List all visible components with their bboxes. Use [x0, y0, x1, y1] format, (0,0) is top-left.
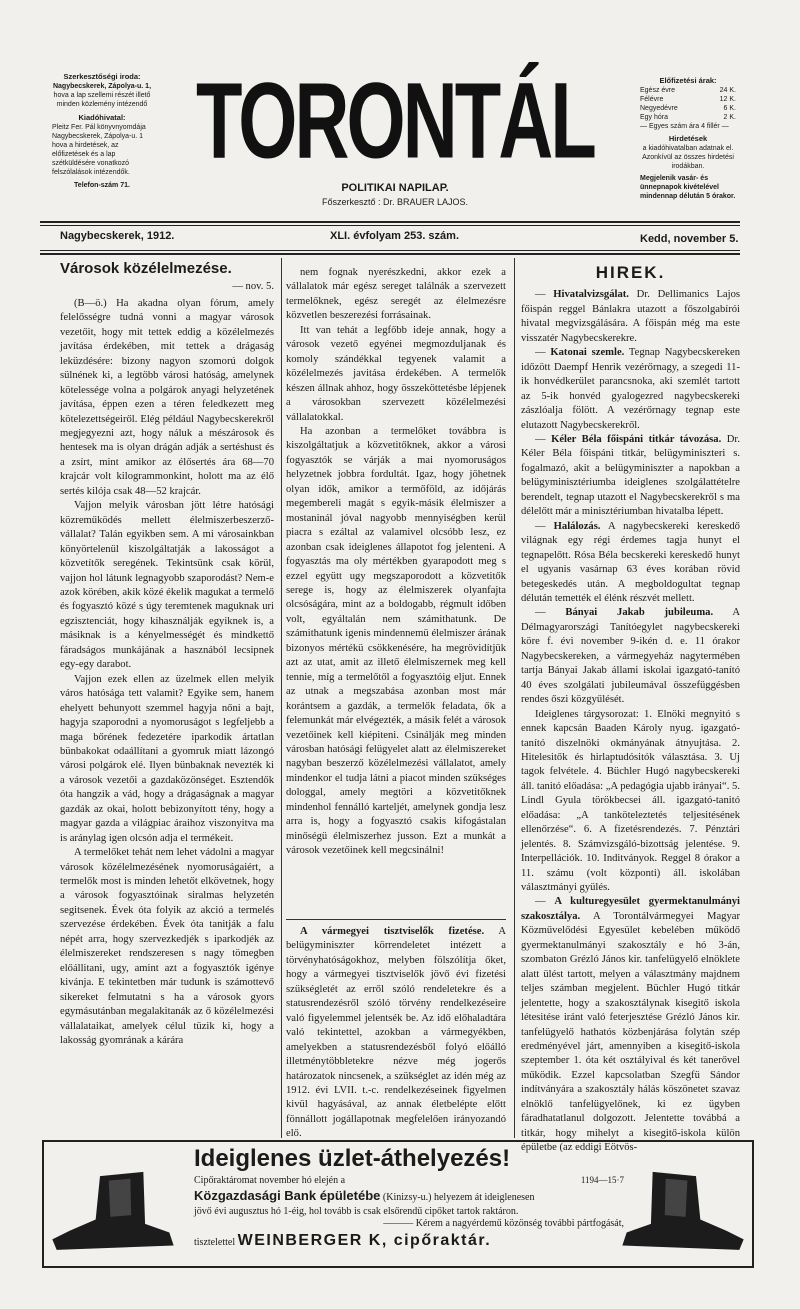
dateline-place: Nagybecskerek, 1912.: [60, 230, 175, 242]
paragraph: (B—ö.) Ha akadna olyan fórum, amely felelősségre tudná vonni a magyar városok vezetőit, hogy mit tettek eddig a közélelmezés javítása érdekében, mit tettek a drágaság leküzdésére: bizony nagyon szomorú dolgok sülnének ki, a legtöbb városi hatóság, amelynek kötelessége volna a polgárok anyagi helyzetének javítása, éppen ezen a téren feledkezett meg kötelezettségeiről. Elég például Nagybecskerekről megjegyezni azt, hogy náluk a mészárosok és hentesek ma is olyan drágán adják a sertéshust és a zsírt, mint amikor az élősertés ára 68—70 krajcár volt kilogrammonkint, holott ma az élő sertés kilója csak 48—52 krajcár.: [60, 297, 274, 497]
ad-text-block: [194, 1144, 624, 1254]
article-title: A vármegyei tisztviselők fizetése.: [300, 926, 485, 937]
dateline-issue: XLI. évfolyam 253. szám.: [330, 230, 460, 242]
price-value: 12 K.: [719, 96, 736, 103]
newspaper-subtitle: POLITIKAI NAPILAP.: [341, 182, 449, 194]
ad-line4: ——— Kérem a nagyérdemű közönség további pártfogását,: [383, 1218, 624, 1229]
divider: [40, 253, 740, 255]
news-item: — A kulturegyesület gyermektanulmányi szakosztálya. A Torontálvármegyei Magyar Közművelődési Egyesület kebelében működő gyermektanulmányi szakosztály e hó 3-án, szombaton Grézló János kir. tanfelügyelő elnöklete alatt ülést tartott, melyen a választmány majdnem teljes számban megjelent. Büchler Hugó titkár jelentette, hogy a szakosztálynak kisegitő iskola létesitése iránt való feterjesztése Grézló János kir. tanfelügyelő hathatós közbenjárása folytán szép eredményével járt, amennyiben a kisegitő-iskola szeptember 1. óta két osztályival és két tanerővel működik. Ezzel kapcsolatban Szegfü Sándor indítványára a szakosztály hálás köszönetet szavaz elnöklő tanfelügyelőnek, ki ez ügyben fáradhatatlanul dolgozott. Jelentette továbbá a titkár, hogy mihelyt a kisegitő-iskola külön épületbe (az eddigi Eötvös-: [521, 896, 740, 1154]
ad-code: 1194—15·7: [580, 1175, 624, 1185]
divider: [40, 221, 740, 223]
boot-icon: [48, 1168, 178, 1258]
news-item-text: Tegnap Nagybecskereken időzött Daempf Henrik vezérőrnagy, a szegedi 11-ik honvédkerület parancsnoka, aki szemlét tartott az 5-ik honvéd gyalogezred nagybecskereki zászlóalja fölött. A vezérőrnagy tegnap este elutazott Nagybecskerekről.: [521, 347, 740, 431]
price-list: [640, 86, 736, 122]
ad-headline: Ideiglenes üzlet-áthelyezés!: [194, 1145, 511, 1172]
ad-signature: WEINBERGER K, cipőraktár.: [237, 1232, 492, 1249]
news-item-title: Kéler Béla főispáni titkár távozása.: [551, 433, 722, 445]
newspaper-title: TORONTÁL: [196, 60, 594, 181]
news-item-text: Dr. Dellimanics Lajos főispán reggel Bánlakra utazott a főszolgabírói hivatal megvizsgálására. A főispán még ma este visszatér Nagybecskerekre.: [521, 289, 740, 344]
article-text: A belügyminiszter körrendeletet intézett a törvényhatóságokhoz, melyben fölszólítja őket, hogy a vármegyei tisztviselők jövő évi fizetési szükségletét az erről szóló rendeletekre és a statusrendezésről szóló törvény rendelkezéseire való figyelemmel jelentsék be. Az idő előhaladtára való tekintettel, azokban a vármegyékben, amelyekben a statusrendezésből folyó előálló illetménytöbbletekre nézve még jogerős határozatok nincsenek, a szükséglet az idén még az 1912. évi LVII. t.-c. rendelkezéseinek figyelmen kivül hagyásával, az annak életbelépte előtt fönnállott jogállapotnak megfelelően irányozandó elő.: [286, 926, 506, 1140]
news-item-title: Hivatalvizsgálat.: [553, 289, 629, 301]
news-item: — Halálozás. A nagybecskereki kereskedő világnak egy régi érdemes tagja hunyt el tegnapelőtt. Rósa Béla becskereki kereskedő hunyt el ugyanis vasárnap 63 éves korában rövid betegeskedés után. A megboldogultat tegnap délután temették el élénk részvét mellett.: [521, 520, 740, 604]
news-item-title: Katonai szemle.: [550, 347, 625, 359]
ad-line1: Cipőraktáromat november hó elején a: [194, 1175, 346, 1186]
news-item-title: Bányai Jakab jubileuma.: [565, 607, 714, 619]
price-row: [640, 113, 736, 122]
news-item: — Bányai Jakab jubileuma. A Délmagyarországi Tanítóegylet nagybecskereki köre f. évi november 9-ikén d. e. 11 órakor Nagybecskereken, a vármegyeház nagytermében tartja Bányai Jakab állami iskolai igazgató-tanító 40 éves szolgálati jubileumával összefüggésben rendes őszi közgyűlését.: [521, 607, 740, 706]
news-item-text: Dr. Kéler Béla főispáni titkár, belügyminiszteri s. fogalmazó, akit a belügyminiszter a napokban a belügyminisztériumba ideiglenes szolgálattételre berendelt, tegnap utazott el Nagybecskerekről s ma délelőtt már a minisztériumban hivatalba lépett.: [521, 433, 740, 518]
paragraph: A termelőket tehát nem lehet vádolni a magyar városok közélelmezésének nyomoruságaiért, a termelők most is minden lehetőt elkövetnek, hogy a városok fogyasztóinak siralmas helyzetén segitsenek. Évek óta folyik az akció a termelés szervezése érdekében. Évek óta tanitják a falu népét arra, hogy szervezkedjék s iparkodjék az élelmiszereket rendszeresen s nagy tömegben előállitani, ugy, amint azt a fogyasztók igénye kivánja. E tekintetben már tudunk is számottevő sikereket felmutatni s ha a városok gyors egymásutánban megalakitanák az ő közélelmezési vállalataikat, amelyek célul tüzik ki, hogy a lakosság gyomrának a kárára: [60, 847, 274, 1047]
article-county-salaries: [286, 925, 506, 1140]
price-period: Egy hóra: [640, 114, 669, 121]
paragraph: Ha azonban a termelőket továbbra is kiszolgáltatjuk a közvetitőknek, akkor a városi fogyasztók se várják a mai nyomoruságos helyzetnek jobbra fordultát. Igaz, hogy jöhetnek olyan idők, amikor a termőföld, az időjárás megembereli magát s egyik-másik élelmiszer a mostaninál jóval nagyobb mennyiségben kerül piacra s ezáltal az valamivel olcsóbb lesz, ez azonban csak ideiglenes állapotot fog jelenteni. A fogyasztás ma oly mértékben gyarapodott meg s ezzel együtt ugy megszaporodott a közvetitők serege is, hogy az élelmiszerek olyanfajta olcsóságára, mint az a boldogabb, régmult időben volt, egyáltalán nem számithatunk. De számithatunk igenis mindennemü élelmiszer árának bizonyos mértékü csökkenésére, ha megrövidítjük azt az utat, amit az illető élelmiszernek meg kell tennie, míg a termelőtől a fogyasztóig eljut. Ennek az utnak a megszabása azonban most már korántsem a gazdák, a termelők feladata, ők a felemunkát már elvégezték, a másik felét a városok vezetőinek kell kiépiteni. Csinálják meg minden városban hatósági felügyelet alatt az élelmiszereket nagyban beszerző közélelmezési vállalatot, amely mindenkor el tudja látni a piacot minden szükséges dologgal, amely megtöri a közvetitőknek mindenhol fennálló karteljét, amelynek gondja lesz arra is, hogy a fogyasztó csakis kifogástalan minőségü élelmiszerhez jusson. Ezt a munkát a városok vezetőinek kell megcsinálni!: [286, 425, 506, 857]
publication-schedule: Megjelenik vasár- és ünnepnapok kivételével mindennap délután 5 órakor.: [640, 175, 736, 200]
editor-line: Főszerkesztő : Dr. BRAUER LAJOS.: [321, 197, 469, 207]
price-period: Negyedévre: [640, 105, 678, 112]
ad-regards: tisztelettel: [194, 1237, 236, 1248]
divider: [286, 919, 506, 920]
single-copy-price: — Egyes szám ára 4 fillér —: [640, 123, 729, 130]
boot-icon: [618, 1168, 748, 1258]
prices-title: Előfizetési árak:: [659, 76, 717, 85]
price-value: 6 K.: [723, 105, 736, 112]
price-value: 24 K.: [719, 87, 736, 94]
ad-line3: jövő évi augusztus hó 1-éig, hol tovább is csak elsőrendű cipőket tartok raktáron.: [194, 1206, 519, 1217]
news-item-title: Halálozás.: [553, 520, 601, 532]
column-divider: [514, 258, 515, 1138]
column-divider: [281, 258, 282, 1138]
news-item: — Kéler Béla főispáni titkár távozása. Dr. Kéler Béla főispáni titkár, belügyminiszteri s. fogalmazó, akit a belügyminiszter a napokban a belügyminisztériumba ideiglenes szolgálattételre berendelt, tegnap utazott el Nagybecskerekről s ma délelőtt már a minisztériumban hivatalba lépett.: [521, 433, 740, 518]
publisher-text: Pleitz Fer. Pál könyvnyomdája Nagybecskerek, Zápolya-u. 1 hova a hirdetések, az előfizetések és a lap szétküldésére vonatkozó felszólalások intézendők.: [52, 124, 146, 176]
price-row: [640, 86, 736, 95]
news-item-title: A kulturegyesület gyermektanulmányi szakosztálya.: [521, 896, 740, 922]
paragraph: Vajjon melyik városban jött létre hatósági közreműködés mellett élelmiszerbeszerző-vállalat? Talán egyikben sem. A mi városainkban könyörtelenül kiszolgáltatják a lakosságot a közvetítők seregének. Tekintsünk csak körül, vajjon hol látunk legnagyobb szaporodást? Nem-e azok körében, akik közé ékelik magukat a termelő és fogyasztó közé s úgy teremtenek maguknak uri egzisztenciát, hogy kihasználják egyiknek is, a másiknak is a kényelmességét és mindkettő fáradságos munkájának a hasznából lecsipnek egy-egy darabot.: [60, 500, 274, 671]
news-item: — Hivatalvizsgálat. Dr. Dellimanics Lajos főispán reggel Bánlakra utazott a főszolgabírói hivatal megvizsgálására. A főispán még ma este visszatér Nagybecskerekre.: [521, 289, 740, 344]
price-period: Félévre: [640, 96, 664, 103]
divider: [40, 250, 740, 251]
divider: [40, 225, 740, 226]
news-item-text: A Torontálvármegyei Magyar Közművelődési Egyesület kebelében működő gyermektanulmányi szakosztály e hó 3-án, szombaton Grézló János kir. tanfelügyelő elnöklete alatt ülést tartott, melyen a választmány majdnem teljes számban megjelent. Büchler Hugó titkár jelentette, hogy a szakosztálynak kisegitő iskola létesitése iránt való feterjesztése Grézló János kir. tanfelügyelő hathatós közbenjárása folytán szép eredményével járt, amennyiben a kisegitő-iskola szeptember 1. óta két osztályival és két tanerővel működik. Ezzel kapcsolatban Szegfü Sándor indítványára a szakosztály hálás köszönetet szavaz elnöklő tanfelügyelőnek, ki ez ügyben fáradhatatlanul dolgozott. Jelentette továbbá a titkár, hogy mihelyt a kisegitő-iskola külön épületbe (az eddigi Eötvös-: [521, 910, 740, 1154]
news-item-text: A Délmagyarországi Tanítóegylet nagybecskereki köre f. évi november 9-ikén d. e. 11 órakor Nagybecskereken, a vármegyeház nagytermében tartja Bányai Jakab állami iskolai igazgató-tanító 40 éves szolgálati jubileumával összefüggésben rendes őszi közgyűlését.: [521, 607, 740, 706]
ads-text: a kiadóhivatalban adatnak el. Azonkívül az összes hirdetési irodákban.: [642, 145, 734, 170]
paragraph: nem fognak nyerészkedni, akkor ezek a vállalatok már egész sereget találnák a szervezett termelőknek, egész seregét az élelmezésre közvetlen beszerezési forrásainak.: [286, 267, 506, 322]
office-address: Nagybecskerek, Zápolya-u. 1,: [52, 83, 152, 90]
price-row: [640, 95, 736, 104]
paragraph: Itt van tehát a legfőbb ideje annak, hogy a városok vezető egyénei megmozduljanak és komoly szándékkal tegyenek valamit a közélelmezés javitása érdekében. A termelők készen állnak ahhoz, hogy összeköttetésbe lépjenek a városokban szervezett közélelmezési vállalatokkal.: [286, 324, 506, 423]
news-item-text: Ideiglenes tárgysorozat: 1. Elnöki megnyitó s ennek kapcsán Baaden Károly nyug. igazgató-tanító diszelnöki okmányának átnyujtása. 2. Hitelesitők és hirlaptudósitók választása. 3. Uj tagok felvétele. 4. Büchler Hugó nagybecskereki áll. tanitó előadása: „A pedagógia ujabb irányai“. 5. Lindl Gyula törökbecsei áll. igazgató-tanitó előadása: „A tanköteleztetés teljesitésének ellenőrzése“. 6. A fizetésrendezés. 7. Pénztári jelentés. 8. Számvizsgáló-bizottság jelentése. 9. Interpellációk. 10. Inditványok. Reggel 8 órakor a 11. számu (volt központi) áll. iskolában választmányi gyülés.: [521, 708, 740, 894]
news-item: — Katonai szemle. Tegnap Nagybecskereken időzött Daempf Henrik vezérőrnagy, a szegedi 11-ik honvédkerület parancsnoka, aki szemlét tartott az 5-ik honvéd gyalogezred nagybecskereki zászlóalja fölött. A vezérőrnagy tegnap este elutazott Nagybecskerekről.: [521, 347, 740, 431]
ad-bank: Közgazdasági Bank épületébe: [194, 1188, 381, 1203]
office-title: Szerkesztőségi iroda:: [63, 72, 141, 81]
paragraph: Vajjon ezek ellen az üzelmek ellen melyik város hatósága tett valamit? Egyike sem, hanem ehelyett behunyott szemmel hagyja nőni a bajt, hagyja szaporodni a nyomoruságot s legfeljebb a maga bőrének fedezetére iparkodik ártatlan bünbakokat odaállítani a gyomruk miatt lázongó városi polgárok elé. Ilyen bünbaknak nevezték ki a városok vezetői a gazdaközönséget. Esztendők óta hangzik a vád, hogy a drágaságnak a magyar gazdák az okai, holott bebizonyított tény, hogy a magyar gazda a világpiac áraihoz viszonyitva ma is aránylag igen olcsón adja el termékeit.: [60, 673, 274, 844]
article-title: Városok közélelmezése.: [60, 260, 232, 277]
phone-number: Telefon-szám 71.: [74, 182, 130, 189]
advertisement-weinberger: [42, 1140, 754, 1268]
ad-bank-rest: (Kinizsy-u.) helyezem át ideiglenesen: [382, 1192, 535, 1203]
publisher-title: Kiadóhivatal:: [78, 113, 126, 122]
article-date: — nov. 5.: [232, 281, 274, 293]
news-item-text: A nagybecskereki kereskedő világnak egy régi érdemes tagja hunyt el tegnapelőtt. Rósa Béla becskereki kereskedő hunyt el ugyanis vasárnap 63 éves korában rövid betegeskedés után. A megboldogultat tegnap délután temették el élénk részvét mellett.: [521, 520, 740, 604]
masthead-right-info: [640, 76, 736, 201]
ads-title: Hirdetések: [668, 134, 708, 143]
office-text: hova a lap szellemi részét illető minden közlemény intézendő: [53, 92, 151, 108]
price-value: 2 K.: [723, 114, 736, 121]
news-heading: HIREK.: [595, 263, 666, 282]
dateline-date: Kedd, november 5.: [640, 233, 739, 245]
article-city-food-col2: [286, 266, 506, 916]
news-column: [521, 263, 740, 1154]
news-item: [521, 708, 740, 896]
price-period: Egész évre: [640, 87, 676, 94]
price-row: [640, 104, 736, 113]
article-city-food-col1: [60, 262, 274, 1137]
masthead-left-info: [52, 72, 152, 190]
